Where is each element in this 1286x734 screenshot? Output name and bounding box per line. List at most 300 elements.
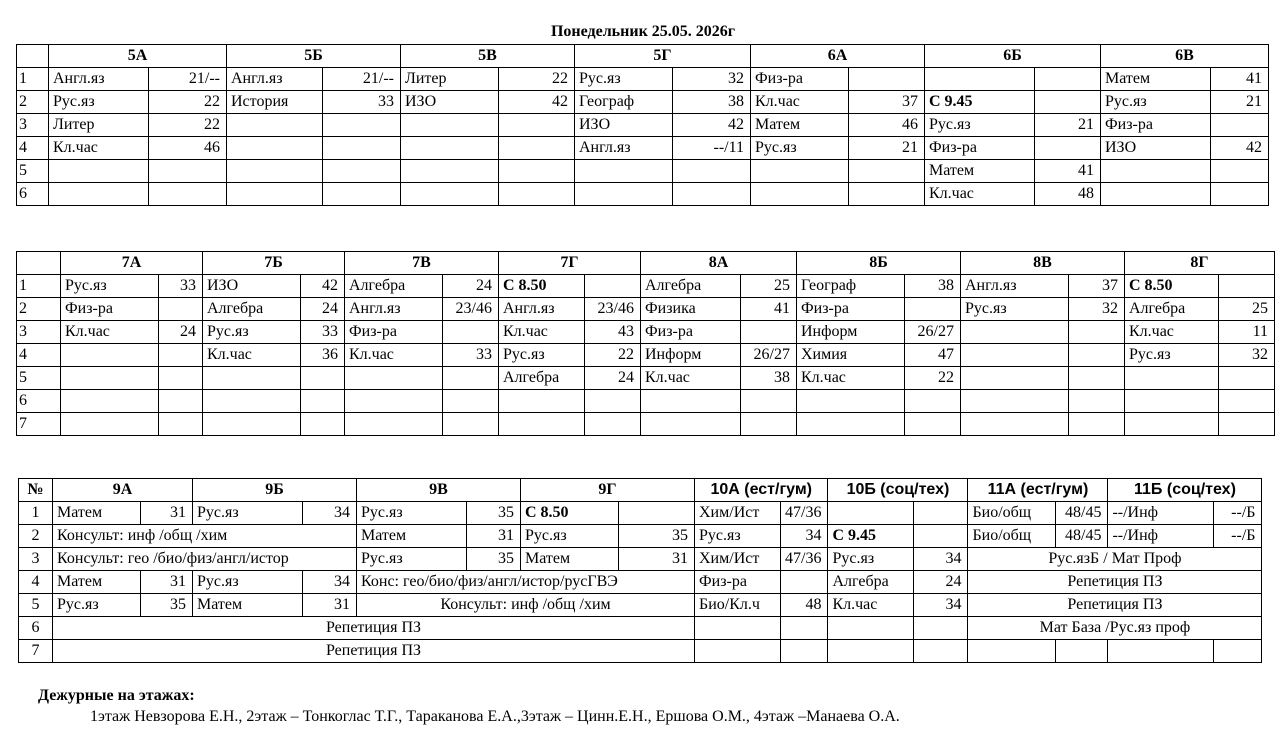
subject-cell bbox=[961, 390, 1069, 413]
schedule-table-7-8 bbox=[16, 251, 1275, 436]
room-cell: --/Б bbox=[1214, 525, 1262, 548]
subject-cell: --/Инф bbox=[1108, 525, 1214, 548]
lesson-number: 6 bbox=[17, 183, 49, 206]
subject-cell bbox=[925, 68, 1035, 91]
subject-cell bbox=[575, 183, 673, 206]
subject-cell: Рус.яз bbox=[1125, 344, 1219, 367]
room-cell bbox=[905, 413, 961, 436]
room-cell bbox=[914, 502, 968, 525]
lesson-number: 4 bbox=[17, 137, 49, 160]
subject-cell bbox=[961, 321, 1069, 344]
room-cell bbox=[1069, 390, 1125, 413]
room-cell bbox=[301, 367, 345, 390]
subject-cell: Физ-ра bbox=[641, 321, 741, 344]
room-cell: 31 bbox=[619, 548, 695, 571]
class-header: 5А bbox=[49, 45, 227, 68]
lesson-number: 4 bbox=[19, 571, 53, 594]
room-cell bbox=[1219, 390, 1275, 413]
subject-cell bbox=[575, 160, 673, 183]
table-row bbox=[17, 390, 1275, 413]
table-row bbox=[19, 617, 1262, 640]
table-row bbox=[17, 114, 1269, 137]
lesson-number: 5 bbox=[19, 594, 53, 617]
subject-cell bbox=[828, 502, 914, 525]
room-cell bbox=[1219, 275, 1275, 298]
subject-cell: Кл.час bbox=[499, 321, 585, 344]
subject-cell: Физ-ра bbox=[345, 321, 443, 344]
room-cell bbox=[1219, 367, 1275, 390]
subject-cell: Матем bbox=[357, 525, 467, 548]
room-cell: 31 bbox=[141, 571, 193, 594]
class-header: 5В bbox=[401, 45, 575, 68]
lesson-number: 6 bbox=[19, 617, 53, 640]
subject-cell: Кл.час bbox=[1125, 321, 1219, 344]
room-cell: 26/27 bbox=[741, 344, 797, 367]
merged-cell: Репетиция ПЗ bbox=[53, 617, 695, 640]
room-cell bbox=[781, 571, 828, 594]
room-cell: 48/45 bbox=[1056, 502, 1108, 525]
consultation-cell: Консульт: инф /общ /хим bbox=[357, 594, 695, 617]
table-cell bbox=[968, 640, 1056, 663]
room-cell: 46 bbox=[149, 137, 227, 160]
subject-cell: Кл.час bbox=[345, 344, 443, 367]
room-cell bbox=[159, 298, 203, 321]
room-cell: 43 bbox=[585, 321, 641, 344]
table-cell bbox=[781, 617, 828, 640]
subject-cell: Алгебра bbox=[203, 298, 301, 321]
subject-cell: История bbox=[227, 91, 323, 114]
room-cell bbox=[149, 183, 227, 206]
subject-cell bbox=[401, 183, 499, 206]
subject-cell bbox=[203, 367, 301, 390]
class-header: 5Г bbox=[575, 45, 751, 68]
room-cell: 22 bbox=[149, 91, 227, 114]
room-cell bbox=[905, 390, 961, 413]
room-cell: 32 bbox=[1219, 344, 1275, 367]
class-header: 7Г bbox=[499, 252, 641, 275]
subject-cell: Англ.яз bbox=[345, 298, 443, 321]
table-cell bbox=[828, 617, 914, 640]
subject-cell bbox=[751, 160, 849, 183]
subject-cell bbox=[1125, 367, 1219, 390]
room-cell bbox=[1069, 344, 1125, 367]
table-row bbox=[17, 298, 1275, 321]
room-cell: 21 bbox=[1211, 91, 1269, 114]
subject-cell: Алгебра bbox=[828, 571, 914, 594]
subject-cell: Англ.яз bbox=[499, 298, 585, 321]
table-row bbox=[19, 640, 1262, 663]
room-cell: 42 bbox=[499, 91, 575, 114]
subject-cell bbox=[1101, 160, 1211, 183]
schedule-table-9-11 bbox=[18, 478, 1262, 663]
class-header: 11Б (соц/тех) bbox=[1108, 479, 1262, 502]
table-row bbox=[17, 137, 1269, 160]
subject-cell: Био/общ bbox=[968, 525, 1056, 548]
subject-cell: Англ.яз bbox=[227, 68, 323, 91]
room-cell bbox=[585, 275, 641, 298]
subject-cell bbox=[751, 183, 849, 206]
subject-cell: Физика bbox=[641, 298, 741, 321]
lesson-number: 1 bbox=[19, 502, 53, 525]
subject-cell: Алгебра bbox=[641, 275, 741, 298]
room-cell: 21/-- bbox=[323, 68, 401, 91]
lesson-number: 6 bbox=[17, 390, 61, 413]
subject-cell: Рус.яз bbox=[961, 298, 1069, 321]
table-cell bbox=[914, 640, 968, 663]
subject-cell: Матем bbox=[53, 502, 141, 525]
room-cell: 35 bbox=[619, 525, 695, 548]
subject-cell: Кл.час bbox=[797, 367, 905, 390]
room-cell bbox=[323, 137, 401, 160]
merged-cell: Репетиция ПЗ bbox=[968, 571, 1262, 594]
consultation-cell: Конс: гео/био/физ/англ/истор/русГВЭ bbox=[357, 571, 695, 594]
class-header: 5Б bbox=[227, 45, 401, 68]
lesson-number: 3 bbox=[17, 321, 61, 344]
subject-cell: Рус.яз bbox=[61, 275, 159, 298]
room-cell bbox=[323, 183, 401, 206]
room-cell: 22 bbox=[585, 344, 641, 367]
table-row bbox=[17, 183, 1269, 206]
subject-cell bbox=[227, 160, 323, 183]
room-cell: 21/-- bbox=[149, 68, 227, 91]
room-cell bbox=[673, 160, 751, 183]
room-cell: 47 bbox=[905, 344, 961, 367]
table-row bbox=[17, 367, 1275, 390]
room-cell bbox=[619, 502, 695, 525]
room-cell: 23/46 bbox=[443, 298, 499, 321]
subject-cell bbox=[1125, 413, 1219, 436]
subject-cell bbox=[961, 413, 1069, 436]
table-row bbox=[17, 68, 1269, 91]
merged-cell: Рус.язБ / Мат Проф bbox=[968, 548, 1262, 571]
subject-cell: Англ.яз bbox=[961, 275, 1069, 298]
table-cell bbox=[781, 640, 828, 663]
room-cell bbox=[159, 344, 203, 367]
subject-cell bbox=[61, 344, 159, 367]
subject-cell: Физ-ра bbox=[925, 137, 1035, 160]
room-cell: --/11 bbox=[673, 137, 751, 160]
room-cell: 35 bbox=[141, 594, 193, 617]
room-cell bbox=[149, 160, 227, 183]
room-cell bbox=[741, 321, 797, 344]
room-cell: 38 bbox=[741, 367, 797, 390]
subject-cell: Рус.яз bbox=[751, 137, 849, 160]
subject-cell bbox=[401, 114, 499, 137]
class-header: 8А bbox=[641, 252, 797, 275]
class-header: 9Б bbox=[193, 479, 357, 502]
merged-cell: Мат База /Рус.яз проф bbox=[968, 617, 1262, 640]
subject-cell: Рус.яз bbox=[53, 594, 141, 617]
class-header: 10А (ест/гум) bbox=[695, 479, 828, 502]
table-cell bbox=[695, 640, 781, 663]
subject-cell: С 8.50 bbox=[521, 502, 619, 525]
room-cell: 34 bbox=[303, 571, 357, 594]
class-header: 9В bbox=[357, 479, 521, 502]
subject-cell: Географ bbox=[797, 275, 905, 298]
subject-cell bbox=[345, 367, 443, 390]
table-cell bbox=[914, 617, 968, 640]
subject-cell: Физ-ра bbox=[1101, 114, 1211, 137]
room-cell bbox=[849, 183, 925, 206]
consultation-cell: Консульт: инф /общ /хим bbox=[53, 525, 357, 548]
subject-cell bbox=[961, 367, 1069, 390]
room-cell bbox=[1211, 183, 1269, 206]
class-header: 9А bbox=[53, 479, 193, 502]
room-cell bbox=[499, 137, 575, 160]
room-cell bbox=[673, 183, 751, 206]
class-header: 7А bbox=[61, 252, 203, 275]
subject-cell: ИЗО bbox=[203, 275, 301, 298]
subject-cell: Физ-ра bbox=[797, 298, 905, 321]
subject-cell: Кл.час bbox=[203, 344, 301, 367]
merged-cell: Репетиция ПЗ bbox=[968, 594, 1262, 617]
lesson-number: 1 bbox=[17, 275, 61, 298]
room-cell bbox=[499, 160, 575, 183]
subject-cell bbox=[49, 183, 149, 206]
table-row bbox=[17, 413, 1275, 436]
subject-cell bbox=[499, 390, 585, 413]
room-cell bbox=[1069, 321, 1125, 344]
room-cell: 24 bbox=[914, 571, 968, 594]
subject-cell: Алгебра bbox=[1125, 298, 1219, 321]
room-cell bbox=[1035, 91, 1101, 114]
subject-cell: Рус.яз bbox=[925, 114, 1035, 137]
room-cell bbox=[905, 298, 961, 321]
subject-cell: Био/Кл.ч bbox=[695, 594, 781, 617]
subject-cell: Информ bbox=[797, 321, 905, 344]
room-cell: 36 bbox=[301, 344, 345, 367]
lesson-number: 3 bbox=[19, 548, 53, 571]
schedule-table-5-6 bbox=[16, 44, 1269, 206]
subject-cell: Физ-ра bbox=[751, 68, 849, 91]
class-header: 8Г bbox=[1125, 252, 1275, 275]
table-row bbox=[17, 275, 1275, 298]
subject-cell bbox=[345, 413, 443, 436]
subject-cell: Алгебра bbox=[499, 367, 585, 390]
subject-cell: Рус.яз bbox=[499, 344, 585, 367]
room-cell: 48 bbox=[1035, 183, 1101, 206]
room-cell bbox=[1211, 160, 1269, 183]
lesson-number: 2 bbox=[17, 298, 61, 321]
subject-cell: Кл.час bbox=[49, 137, 149, 160]
subject-cell: Географ bbox=[575, 91, 673, 114]
subject-cell: ИЗО bbox=[401, 91, 499, 114]
subject-cell bbox=[499, 413, 585, 436]
class-header: 6А bbox=[751, 45, 925, 68]
class-header: 8Б bbox=[797, 252, 961, 275]
room-cell bbox=[1069, 367, 1125, 390]
subject-cell bbox=[61, 367, 159, 390]
subject-cell: С 9.45 bbox=[828, 525, 914, 548]
subject-cell bbox=[49, 160, 149, 183]
room-cell bbox=[1211, 114, 1269, 137]
room-cell: 41 bbox=[1211, 68, 1269, 91]
room-cell: 22 bbox=[149, 114, 227, 137]
subject-cell: Кл.час bbox=[751, 91, 849, 114]
subject-cell: Рус.яз bbox=[357, 502, 467, 525]
index-header bbox=[17, 45, 49, 68]
subject-cell: Хим/Ист bbox=[695, 548, 781, 571]
subject-cell: Алгебра bbox=[345, 275, 443, 298]
table-row bbox=[17, 91, 1269, 114]
room-cell: 42 bbox=[301, 275, 345, 298]
class-header: 6Б bbox=[925, 45, 1101, 68]
lesson-number: 7 bbox=[17, 413, 61, 436]
room-cell: 24 bbox=[585, 367, 641, 390]
lesson-number: 1 bbox=[17, 68, 49, 91]
subject-cell bbox=[641, 413, 741, 436]
subject-cell: Матем bbox=[53, 571, 141, 594]
room-cell bbox=[301, 390, 345, 413]
room-cell bbox=[159, 413, 203, 436]
table-row bbox=[17, 160, 1269, 183]
subject-cell bbox=[961, 344, 1069, 367]
subject-cell bbox=[797, 413, 905, 436]
lesson-number: 4 bbox=[17, 344, 61, 367]
room-cell bbox=[499, 114, 575, 137]
subject-cell bbox=[203, 390, 301, 413]
room-cell: 31 bbox=[303, 594, 357, 617]
room-cell: 31 bbox=[141, 502, 193, 525]
room-cell: 21 bbox=[1035, 114, 1101, 137]
room-cell bbox=[849, 68, 925, 91]
class-header: 8В bbox=[961, 252, 1125, 275]
subject-cell: Рус.яз bbox=[203, 321, 301, 344]
subject-cell bbox=[203, 413, 301, 436]
subject-cell: Англ.яз bbox=[49, 68, 149, 91]
table-cell bbox=[828, 640, 914, 663]
subject-cell bbox=[1101, 183, 1211, 206]
subject-cell bbox=[227, 137, 323, 160]
room-cell: 33 bbox=[159, 275, 203, 298]
subject-cell: Рус.яз bbox=[49, 91, 149, 114]
subject-cell: Рус.яз bbox=[1101, 91, 1211, 114]
class-header: 11А (ест/гум) bbox=[968, 479, 1108, 502]
subject-cell: С 8.50 bbox=[499, 275, 585, 298]
room-cell bbox=[1035, 137, 1101, 160]
subject-cell bbox=[401, 160, 499, 183]
room-cell: 46 bbox=[849, 114, 925, 137]
room-cell: 33 bbox=[443, 344, 499, 367]
room-cell bbox=[443, 367, 499, 390]
room-cell bbox=[443, 321, 499, 344]
room-cell bbox=[1069, 413, 1125, 436]
room-cell bbox=[849, 160, 925, 183]
room-cell: 33 bbox=[323, 91, 401, 114]
room-cell bbox=[159, 367, 203, 390]
room-cell bbox=[301, 413, 345, 436]
consultation-cell: Консульт: гео /био/физ/англ/истор bbox=[53, 548, 357, 571]
room-cell bbox=[914, 525, 968, 548]
subject-cell: Рус.яз bbox=[521, 525, 619, 548]
subject-cell bbox=[61, 413, 159, 436]
lesson-number: 2 bbox=[17, 91, 49, 114]
room-cell bbox=[1035, 68, 1101, 91]
room-cell: 41 bbox=[741, 298, 797, 321]
room-cell: 35 bbox=[467, 548, 521, 571]
room-cell bbox=[323, 160, 401, 183]
lesson-number: 5 bbox=[17, 367, 61, 390]
room-cell: 22 bbox=[499, 68, 575, 91]
subject-cell: Рус.яз bbox=[193, 571, 303, 594]
table-cell bbox=[1056, 640, 1108, 663]
room-cell: 32 bbox=[673, 68, 751, 91]
duty-list: 1этаж Невзорова Е.Н., 2этаж – Тонкоглас Т.Г., Тараканова Е.А.,3этаж – Цинн.Е.Н., Ершова О.М., 4этаж –Манаева О.А. bbox=[90, 708, 900, 725]
room-cell: 38 bbox=[905, 275, 961, 298]
subject-cell: Рус.яз bbox=[193, 502, 303, 525]
room-cell bbox=[499, 183, 575, 206]
subject-cell: Кл.час bbox=[61, 321, 159, 344]
room-cell: 32 bbox=[1069, 298, 1125, 321]
room-cell: 41 bbox=[1035, 160, 1101, 183]
room-cell: 37 bbox=[849, 91, 925, 114]
number-header: № bbox=[19, 479, 53, 502]
table-cell bbox=[1108, 640, 1214, 663]
room-cell: 34 bbox=[914, 548, 968, 571]
lesson-number: 5 bbox=[17, 160, 49, 183]
subject-cell: Био/общ bbox=[968, 502, 1056, 525]
room-cell: 42 bbox=[1211, 137, 1269, 160]
room-cell bbox=[1219, 413, 1275, 436]
room-cell bbox=[323, 114, 401, 137]
room-cell: 37 bbox=[1069, 275, 1125, 298]
table-row bbox=[19, 502, 1262, 525]
class-header: 10Б (соц/тех) bbox=[828, 479, 968, 502]
header-row bbox=[19, 479, 1262, 502]
room-cell bbox=[443, 413, 499, 436]
subject-cell: ИЗО bbox=[575, 114, 673, 137]
room-cell: 35 bbox=[467, 502, 521, 525]
room-cell: 38 bbox=[673, 91, 751, 114]
subject-cell: Рус.яз bbox=[695, 525, 781, 548]
subject-cell bbox=[401, 137, 499, 160]
room-cell: 24 bbox=[443, 275, 499, 298]
room-cell bbox=[585, 413, 641, 436]
subject-cell bbox=[61, 390, 159, 413]
index-header bbox=[17, 252, 61, 275]
subject-cell: Хим/Ист bbox=[695, 502, 781, 525]
subject-cell: Кл.час bbox=[641, 367, 741, 390]
table-row bbox=[19, 594, 1262, 617]
room-cell: 34 bbox=[303, 502, 357, 525]
subject-cell: Англ.яз bbox=[575, 137, 673, 160]
duty-heading: Дежурные на этажах: bbox=[38, 687, 195, 704]
subject-cell: Рус.яз bbox=[828, 548, 914, 571]
subject-cell bbox=[641, 390, 741, 413]
room-cell: 34 bbox=[914, 594, 968, 617]
subject-cell: Физ-ра bbox=[695, 571, 781, 594]
room-cell: 23/46 bbox=[585, 298, 641, 321]
lesson-number: 3 bbox=[17, 114, 49, 137]
class-header: 6В bbox=[1101, 45, 1269, 68]
class-header: 7В bbox=[345, 252, 499, 275]
room-cell: 42 bbox=[673, 114, 751, 137]
room-cell bbox=[159, 390, 203, 413]
subject-cell: Рус.яз bbox=[357, 548, 467, 571]
room-cell: 24 bbox=[301, 298, 345, 321]
subject-cell bbox=[1125, 390, 1219, 413]
room-cell bbox=[741, 390, 797, 413]
room-cell: 47/36 bbox=[781, 502, 828, 525]
class-header: 9Г bbox=[521, 479, 695, 502]
subject-cell: Кл.час bbox=[828, 594, 914, 617]
subject-cell bbox=[227, 183, 323, 206]
subject-cell: Литер bbox=[401, 68, 499, 91]
subject-cell: ИЗО bbox=[1101, 137, 1211, 160]
table-row bbox=[17, 321, 1275, 344]
subject-cell: Химия bbox=[797, 344, 905, 367]
subject-cell bbox=[227, 114, 323, 137]
